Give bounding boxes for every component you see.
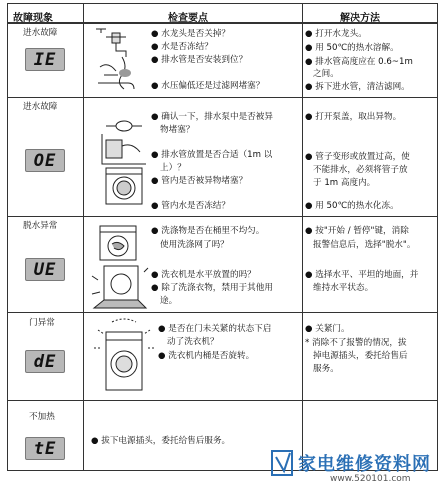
check-item-cont: 上）？ (160, 163, 186, 173)
error-code-display (25, 258, 65, 281)
header-check: 检查要点 (168, 13, 208, 24)
drain-pump-illustration (92, 112, 150, 210)
check-item: ● 拔下电源插头，委托给售后服务。 (91, 436, 231, 446)
error-code-display (25, 149, 65, 172)
solution-item-cont: 之间。 (313, 69, 339, 79)
solution-item: ● 排水管高度应在 0.6~1m (305, 57, 413, 67)
fault-label: 门异常 (29, 318, 55, 328)
check-item-cont: 动了洗衣机？ (167, 337, 219, 347)
check-item: ● 管内水是否冻结？ (151, 201, 230, 211)
watermark-text: 家电维修资料网 (298, 454, 431, 475)
solution-item: ● 打开泵盖，取出异物。 (305, 112, 402, 122)
check-item: ● 洗涤物是否在桶里不均匀。 (151, 226, 265, 236)
solution-item: ● 用 50℃的热水溶解。 (305, 43, 399, 53)
error-code-display (25, 437, 65, 460)
solution-item-cont: 不能排水，必须将管子放 (313, 165, 408, 175)
header-solution: 解决方法 (340, 13, 380, 24)
solution-item: ● 用 50℃的热水化冻。 (305, 201, 399, 211)
door-illustration (92, 318, 156, 394)
solution-item: ● 按"开始 / 暂停"键，消除 (305, 226, 409, 236)
check-item-cont: 物堵塞？ (160, 125, 195, 135)
error-code: tE (33, 439, 57, 459)
error-code: OE (33, 151, 57, 171)
solution-item-cont: 维持水平状态。 (313, 283, 374, 293)
solution-item: ● 关紧门。 (305, 324, 350, 334)
check-item: ● 排水管是否安装到位？ (151, 55, 248, 65)
solution-item-cont: 掉电源插头，委托给售后 (313, 351, 408, 361)
error-code: UE (33, 260, 57, 280)
error-code: IE (33, 50, 57, 70)
error-code: dE (33, 352, 57, 372)
fault-label: 进水故障 (23, 28, 58, 38)
watermark-url: www.520101.com (330, 474, 411, 484)
check-item: ● 除了洗涤衣物，禁用于其他用 (151, 283, 273, 293)
solution-item: * 消除不了报警的情况，拔 (305, 338, 407, 348)
washer-level-illustration (90, 224, 150, 310)
check-item-cont: 途。 (160, 296, 178, 306)
fault-label: 不加热 (29, 412, 55, 422)
check-item: ● 洗衣机内桶是否旋转。 (158, 351, 255, 361)
faucet-illustration (92, 27, 150, 93)
header-fault: 故障现象 (13, 13, 53, 24)
solution-item-cont: 服务。 (313, 364, 339, 374)
check-item: ● 洗衣机是水平放置的吗？ (151, 270, 256, 280)
error-code-display (25, 350, 65, 373)
fault-label: 脱水异常 (23, 221, 58, 231)
check-item: ● 确认一下，排水泵中是否被异 (151, 112, 273, 122)
row-divider (7, 400, 438, 401)
solution-item: ● 拆下进水管，清洁滤网。 (305, 82, 410, 92)
row-divider (7, 312, 438, 313)
check-item: ● 水龙头是否关掉？ (151, 29, 230, 39)
fault-label: 进水故障 (23, 102, 58, 112)
check-item: ● 水是否冻结？ (151, 42, 213, 52)
check-item: ● 是否在门未关紧的状态下启 (158, 324, 272, 334)
solution-item: ● 打开水龙头。 (305, 29, 367, 39)
check-item: ● 水压偏低还是过滤网堵塞？ (151, 81, 265, 91)
solution-item: ● 选择水平、平坦的地面，并 (305, 270, 419, 280)
row-divider (7, 97, 438, 98)
solution-item-cont: 于 1m 高度内。 (313, 178, 376, 188)
check-item: ● 管内是否被异物堵塞？ (151, 176, 248, 186)
watermark-logo (268, 447, 296, 479)
check-item-cont: 使用洗涤网了吗？ (160, 240, 229, 250)
solution-item: ● 管子变形或放置过高，使 (305, 152, 410, 162)
error-code-display (25, 48, 65, 71)
table-border-top (7, 3, 438, 4)
solution-item-cont: 报警信息后，选择"脱水"。 (313, 240, 416, 250)
check-item: ● 排水管放置是否合适（1m 以 (151, 150, 273, 160)
row-divider (7, 216, 438, 217)
